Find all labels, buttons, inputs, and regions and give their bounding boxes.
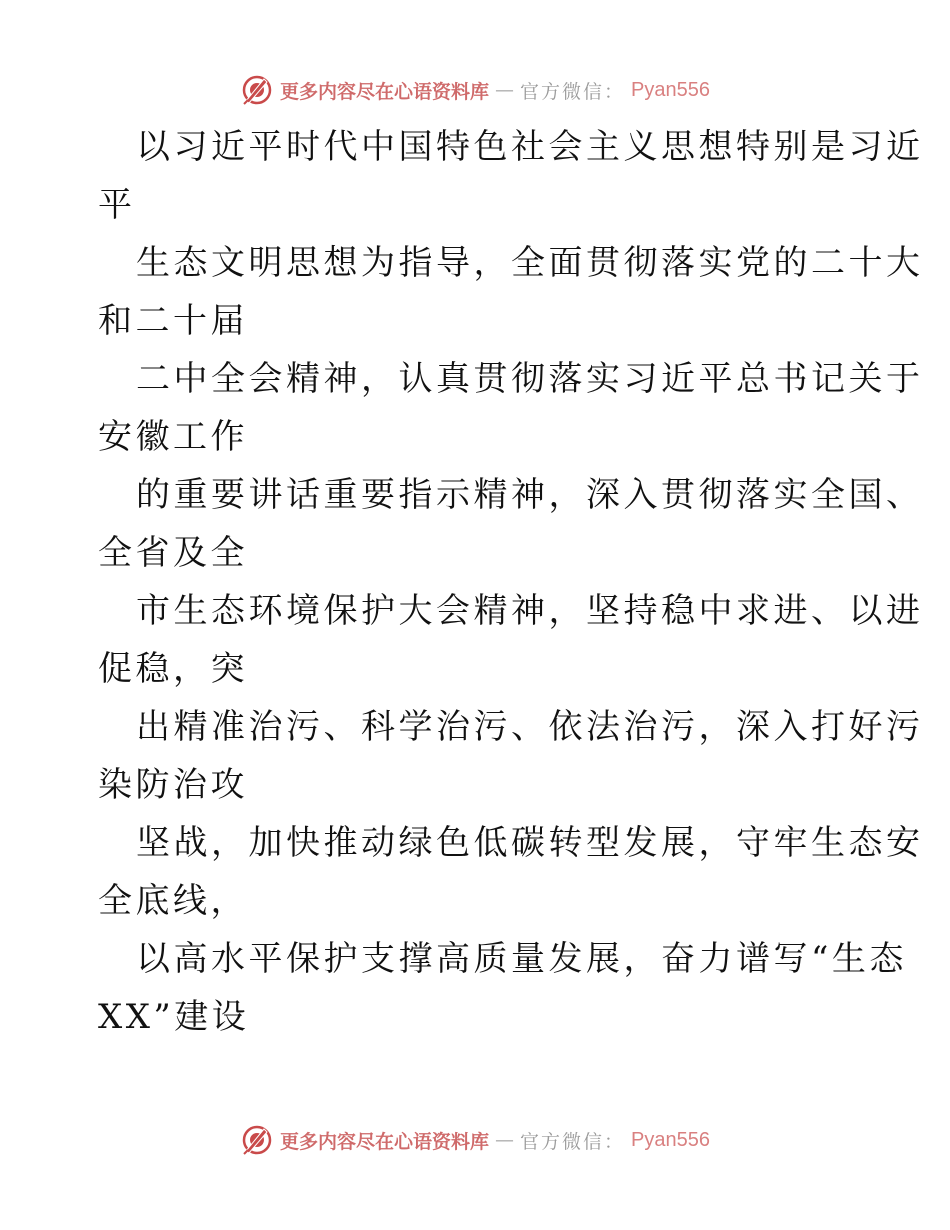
- watermark-official-label: 官方微信：: [520, 80, 626, 103]
- watermark-brand: 更多内容尽在心语资料库: [280, 1130, 490, 1153]
- paragraph-8: [98, 930, 907, 1046]
- footer-watermark: [0, 1120, 950, 1160]
- paragraph-line-wrap: 平: [98, 185, 136, 225]
- paragraph-line: 生态文明思想为指导，全面贯彻落实党的二十大: [136, 243, 924, 283]
- paragraph-line-wrap: 全底线，: [98, 881, 248, 921]
- watermark-wechat-id: Pyan556: [631, 78, 710, 101]
- watermark-separator: —: [495, 79, 515, 101]
- paragraph-line: 出精准治污、科学治污、依法治污，深入打好污: [136, 707, 924, 747]
- paragraph-line: 以高水平保护支撑高质量发展，奋力谱写“生态: [136, 939, 907, 979]
- watermark-brand: 更多内容尽在心语资料库: [280, 80, 490, 103]
- paragraph-2: [98, 234, 924, 350]
- paragraph-line: 的重要讲话重要指示精神，深入贯彻落实全国、: [136, 475, 924, 515]
- watermark-wechat-id: Pyan556: [631, 1128, 710, 1151]
- paragraph-line-wrap: 全省及全: [98, 533, 248, 573]
- paragraph-line-wrap: 和二十届: [98, 301, 248, 341]
- paragraph-line: 二中全会精神，认真贯彻落实习近平总书记关于: [136, 359, 924, 399]
- document-body: [98, 118, 924, 1046]
- paragraph-1: [98, 118, 924, 234]
- paragraph-line: 市生态环境保护大会精神，坚持稳中求进、以进: [136, 591, 924, 631]
- paragraph-7: [98, 814, 924, 930]
- paragraph-line-wrap: 染防治攻: [98, 765, 248, 805]
- paragraph-line-wrap: 安徽工作: [98, 417, 248, 457]
- paragraph-6: [98, 698, 924, 814]
- header-watermark: [0, 70, 950, 110]
- quill-logo-icon: [240, 1123, 274, 1157]
- paragraph-line-wrap: XX”建设: [98, 997, 250, 1037]
- paragraph-3: [98, 350, 924, 466]
- paragraph-5: [98, 582, 924, 698]
- paragraph-line-wrap: 促稳，突: [98, 649, 248, 689]
- paragraph-line: 坚战，加快推动绿色低碳转型发展，守牢生态安: [136, 823, 924, 863]
- watermark-official-label: 官方微信：: [520, 1130, 626, 1153]
- paragraph-line: 以习近平时代中国特色社会主义思想特别是习近: [136, 127, 924, 167]
- quill-logo-icon: [240, 73, 274, 107]
- paragraph-4: [98, 466, 924, 582]
- watermark-separator: —: [495, 1129, 515, 1151]
